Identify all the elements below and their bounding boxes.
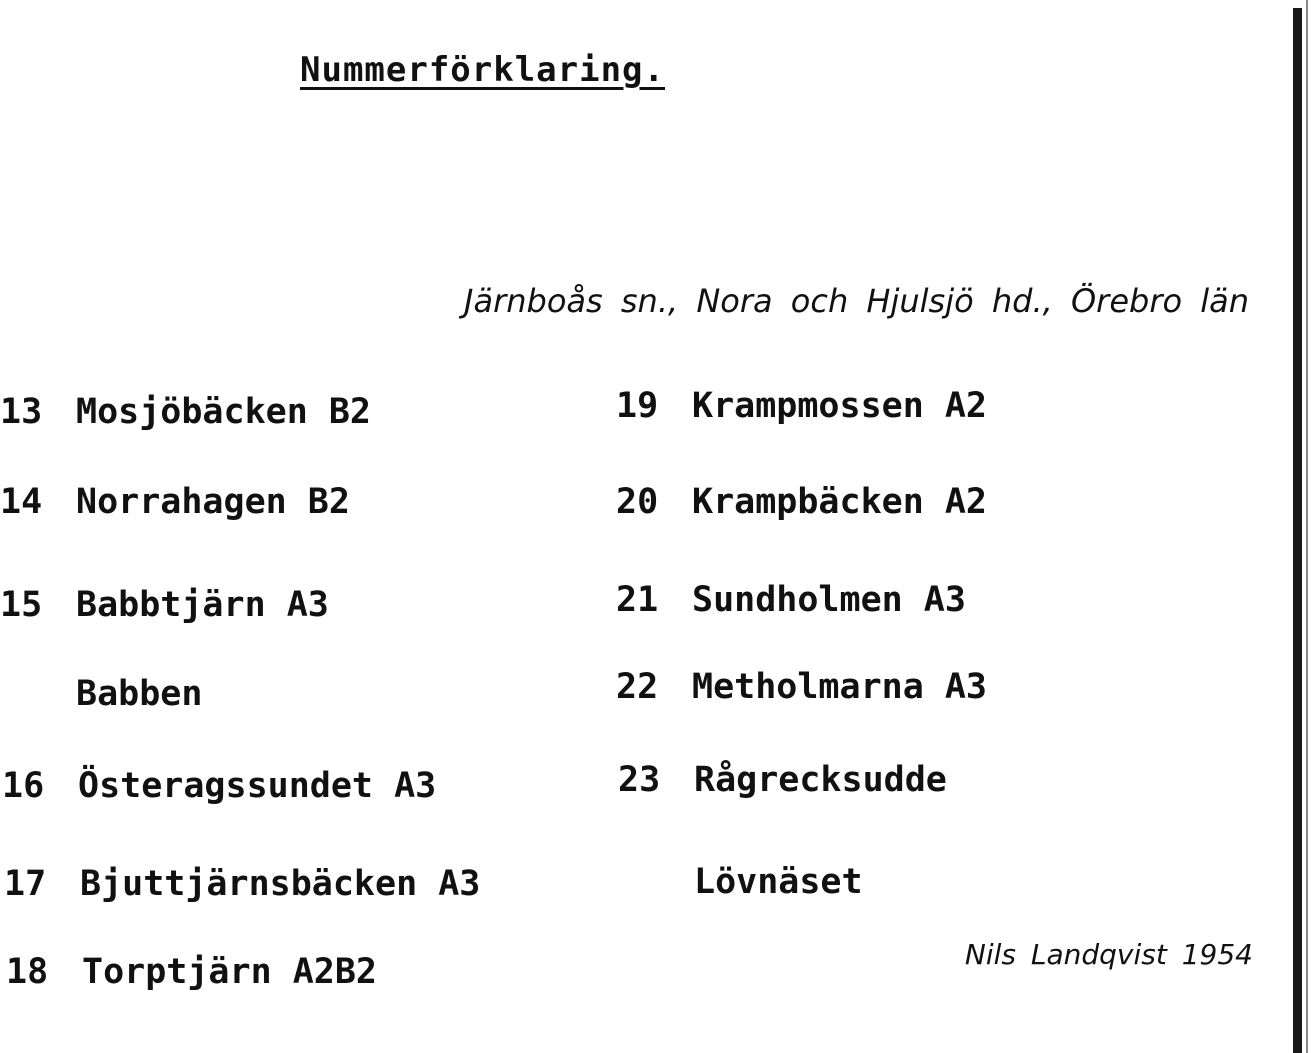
entry-name: Krampbäcken A2	[692, 482, 988, 522]
entry-name: Rågrecksudde	[694, 760, 947, 800]
entry-number: 22	[616, 667, 659, 707]
list-item	[616, 482, 987, 522]
list-item	[618, 862, 863, 902]
entry-number: 16	[2, 766, 45, 806]
entry-name: Mosjöbäcken B2	[76, 392, 372, 432]
list-item	[616, 386, 987, 426]
list-item	[616, 580, 966, 620]
parish-heading: Järnboås sn., Nora och Hjulsjö hd., Örebro län	[464, 282, 1249, 320]
entry-name: Babbtjärn A3	[76, 585, 329, 625]
entry-number: 15	[0, 585, 43, 625]
entry-number: 23	[618, 760, 661, 800]
list-item	[618, 760, 947, 800]
entry-name: Torptjärn A2B2	[82, 952, 378, 992]
entry-name: Krampmossen A2	[692, 386, 988, 426]
entry-name: Sundholmen A3	[692, 580, 966, 620]
entry-name: Norrahagen B2	[76, 482, 350, 522]
list-item	[616, 667, 987, 707]
entry-name: Metholmarna A3	[692, 667, 988, 707]
list-item	[0, 674, 202, 714]
entry-name: Österagssundet A3	[78, 766, 437, 806]
entry-name: Babben	[76, 674, 203, 714]
list-item	[2, 766, 436, 806]
entry-number: 20	[616, 482, 659, 522]
entry-number: 21	[616, 580, 659, 620]
signature: Nils Landqvist 1954	[964, 938, 1253, 971]
entry-name: Bjuttjärnsbäcken A3	[80, 864, 481, 904]
scan-edge-line	[1293, 8, 1302, 1053]
list-item	[0, 482, 350, 522]
entry-number: 17	[4, 864, 47, 904]
document-title: Nummerförklaring.	[300, 50, 665, 90]
entry-number: 13	[0, 392, 43, 432]
entry-number: 18	[6, 952, 49, 992]
list-item	[0, 585, 329, 625]
list-item	[6, 952, 377, 992]
entry-number: 14	[0, 482, 43, 522]
list-item	[4, 864, 480, 904]
entry-name: Lövnäset	[694, 862, 863, 902]
entry-number: 19	[616, 386, 659, 426]
scan-edge-line-thin	[1306, 0, 1308, 1053]
list-item	[0, 392, 371, 432]
